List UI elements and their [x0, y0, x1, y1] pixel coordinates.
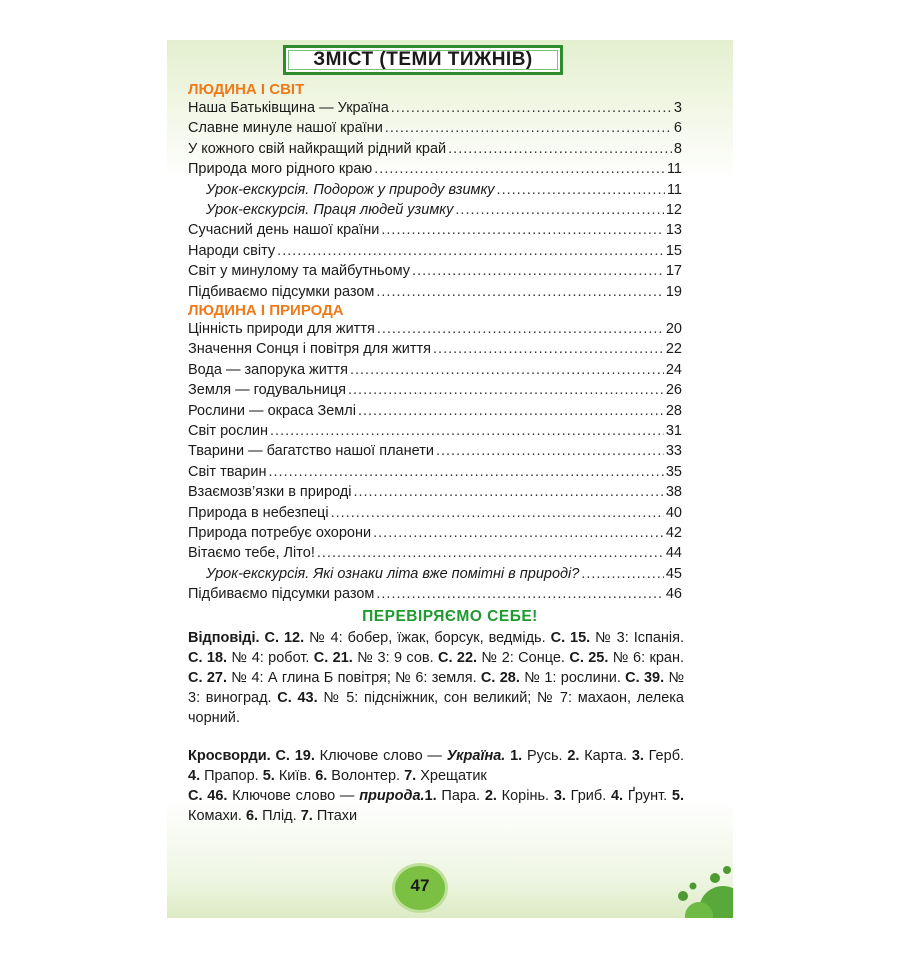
text-run: Волонтер.	[327, 768, 405, 784]
text-run: 2.	[567, 748, 580, 764]
toc-entry	[188, 566, 682, 586]
toc-entry-title: Світ тварин	[188, 463, 267, 480]
toc-entry-title: Рослини — окраса Землі	[188, 402, 356, 419]
toc-leader-dots	[436, 443, 664, 459]
toc-entry-page: 13	[665, 222, 682, 239]
toc-entry-page: 31	[665, 422, 682, 439]
toc-list-1	[188, 100, 682, 304]
text-run: С. 25.	[569, 650, 609, 666]
toc-entry	[188, 505, 682, 525]
toc-entry-title: Вітаємо тебе, Літо!	[188, 545, 315, 562]
toc-entry-page: 17	[665, 263, 682, 280]
toc-entry-title: Урок-екскурсія. Які ознаки літа вже помітні в природі?	[206, 565, 580, 582]
toc-list-2	[188, 321, 682, 606]
text-run: С. 22.	[438, 650, 478, 666]
toc-entry	[188, 141, 682, 161]
toc-entry-page: 46	[665, 586, 682, 603]
toc-leader-dots	[377, 321, 664, 337]
toc-entry	[188, 423, 682, 443]
text-run: 6.	[315, 768, 328, 784]
toc-leader-dots	[381, 222, 663, 238]
toc-entry	[188, 243, 682, 263]
text-run: С. 12.	[264, 630, 305, 646]
toc-entry	[188, 443, 682, 463]
toc-entry-title: Урок-екскурсія. Подорож у природу взимку	[206, 181, 495, 198]
text-run: С. 43.	[277, 690, 318, 706]
toc-leader-dots	[455, 202, 663, 218]
toc-leader-dots	[497, 182, 665, 198]
text-run: 6.	[245, 808, 259, 824]
toc-leader-dots	[350, 362, 664, 378]
toc-entry-page: 28	[665, 402, 682, 419]
toc-entry	[188, 382, 682, 402]
toc-leader-dots	[358, 403, 664, 419]
text-run: № 5: підсніжник, сон великий; № 7: махаон, лелека чорний.	[188, 690, 684, 726]
toc-entry	[188, 484, 682, 504]
toc-entry-page: 11	[666, 161, 682, 178]
page-number: 47	[410, 876, 430, 895]
text-run: Київ.	[274, 768, 316, 784]
page-number-badge	[395, 866, 445, 910]
toc-entry-title: Урок-екскурсія. Праця людей узимку	[206, 201, 454, 218]
plant-decoration-icon	[663, 848, 733, 918]
text-run: природа.	[359, 788, 425, 804]
toc-entry-page: 8	[673, 140, 682, 157]
text-run: С. 27.	[188, 670, 227, 686]
text-run: № 1: рослини.	[519, 670, 626, 686]
toc-entry-page: 19	[665, 283, 682, 300]
toc-entry-page: 12	[665, 201, 682, 218]
toc-entry	[188, 464, 682, 484]
text-run: Русь.	[522, 748, 568, 764]
toc-entry-title: Природа в небезпеці	[188, 504, 329, 521]
text-run: № 3: виноград.	[188, 670, 685, 706]
toc-entry-page: 42	[665, 524, 682, 541]
text-run: № 4: робот.	[227, 650, 314, 666]
toc-leader-dots	[373, 525, 664, 541]
text-run: С. 21.	[313, 650, 353, 666]
toc-leader-dots	[391, 100, 672, 116]
toc-entry-title: Славне минуле нашої країни	[188, 120, 383, 137]
toc-entry	[188, 182, 682, 202]
text-run: Україна.	[446, 748, 506, 764]
toc-entry	[188, 100, 682, 120]
text-run: 1.	[510, 748, 523, 764]
text-run: № 4: бобер, їжак, борсук, ведмідь.	[304, 630, 551, 646]
toc-entry-page: 24	[665, 361, 682, 378]
toc-leader-dots	[348, 382, 664, 398]
toc-entry-title: Підбиваємо підсумки разом	[188, 283, 375, 300]
toc-entry-title: Світ у минулому та майбутньому	[188, 263, 411, 280]
toc-entry-page: 26	[665, 382, 682, 399]
toc-entry	[188, 403, 682, 423]
answers-paragraph	[188, 628, 684, 728]
toc-leader-dots	[331, 505, 664, 521]
toc-leader-dots	[270, 423, 664, 439]
toc-entry	[188, 284, 682, 304]
crossword-2	[188, 786, 684, 826]
toc-leader-dots	[433, 341, 664, 357]
text-run: С. 39.	[625, 670, 665, 686]
text-run: Ключове слово —	[227, 788, 360, 804]
toc-entry-title: Сучасний день нашої країни	[188, 222, 380, 239]
toc-entry	[188, 321, 682, 341]
toc-entry	[188, 161, 682, 181]
text-run: С. 46.	[188, 788, 228, 804]
text-run: С. 18.	[188, 650, 228, 666]
toc-entry-page: 6	[673, 120, 682, 137]
toc-entry-page: 20	[665, 321, 682, 337]
text-run: № 3: Іспанія.	[590, 630, 685, 646]
text-run: 4.	[610, 788, 624, 804]
toc-entry-title: Значення Сонця і повітря для життя	[188, 341, 432, 358]
toc-entry-title: Народи світу	[188, 242, 276, 259]
crossword-label: Кросворди.	[188, 748, 271, 764]
text-run: 7.	[404, 768, 417, 784]
text-run: С. 15.	[550, 630, 591, 646]
page-title: ЗМІСТ (ТЕМИ ТИЖНІВ)	[283, 45, 563, 75]
text-run: Плід.	[258, 808, 301, 824]
text-run: 3.	[553, 788, 566, 804]
text-run: № 6: кран.	[608, 650, 685, 666]
text-run: С. 19.	[275, 748, 315, 764]
toc-entry-page: 44	[665, 545, 682, 562]
text-run: 5.	[262, 768, 275, 784]
toc-entry-page: 33	[665, 443, 682, 460]
toc-entry-page: 3	[673, 100, 682, 116]
toc-entry-page: 38	[665, 484, 682, 501]
text-run: Птахи	[312, 808, 358, 824]
text-run: 1.	[424, 788, 437, 804]
toc-leader-dots	[376, 586, 663, 602]
toc-entry-title: У кожного свій найкращий рідний край	[188, 140, 447, 157]
text-run: Ґрунт.	[623, 788, 672, 804]
toc-leader-dots	[374, 161, 665, 177]
toc-leader-dots	[353, 484, 663, 500]
crossword-1	[188, 746, 684, 786]
toc-entry	[188, 341, 682, 361]
text-run: № 3: 9 сов.	[352, 650, 438, 666]
text-run: № 4: А глина Б повітря; № 6: земля.	[226, 670, 481, 686]
toc-leader-dots	[581, 566, 664, 582]
book-page	[167, 40, 733, 918]
text-run: Карта.	[579, 748, 632, 764]
check-yourself-heading: ПЕРЕВІРЯЄМО СЕБЕ!	[362, 608, 538, 625]
toc-entry	[188, 545, 682, 565]
text-run: № 2: Сонце.	[477, 650, 570, 666]
text-run: 2.	[484, 788, 497, 804]
toc-leader-dots	[317, 545, 664, 561]
text-run: 5.	[671, 788, 685, 804]
section-heading-2: ЛЮДИНА І ПРИРОДА	[188, 302, 344, 319]
text-run: Корінь.	[496, 788, 554, 804]
text-run: Ключове слово —	[314, 748, 447, 764]
toc-leader-dots	[376, 284, 663, 300]
toc-entry-title: Взаємозв’язки в природі	[188, 484, 352, 501]
answers-label: Відповіді.	[188, 630, 260, 646]
text-run: 7.	[300, 808, 313, 824]
text-run: Прапор.	[200, 768, 263, 784]
toc-entry-title: Природа мого рідного краю	[188, 161, 373, 178]
toc-entry-title: Світ рослин	[188, 422, 269, 439]
toc-entry	[188, 222, 682, 242]
toc-entry-title: Земля — годувальниця	[188, 382, 346, 399]
text-run: Комахи.	[188, 808, 246, 824]
toc-entry-page: 35	[665, 463, 682, 480]
toc-leader-dots	[385, 120, 672, 136]
toc-entry	[188, 263, 682, 283]
toc-entry-page: 40	[665, 504, 682, 521]
text-run: 3.	[631, 748, 644, 764]
toc-entry-page: 15	[665, 242, 682, 259]
toc-entry	[188, 525, 682, 545]
text-run: 4.	[188, 768, 201, 784]
crosswords-paragraph	[188, 746, 684, 826]
toc-entry-page: 22	[665, 341, 682, 358]
text-run: Хрещатик	[416, 768, 487, 784]
toc-entry	[188, 120, 682, 140]
toc-entry	[188, 202, 682, 222]
toc-entry-title: Природа потребує охорони	[188, 524, 372, 541]
toc-entry-title: Вода — запорука життя	[188, 361, 348, 378]
toc-entry-title: Цінність природи для життя	[188, 321, 375, 337]
text-run: Пара.	[436, 788, 485, 804]
toc-entry-title: Наша Батьківщина — Україна	[188, 100, 389, 116]
toc-leader-dots	[277, 243, 664, 259]
toc-entry-title: Тварини — багатство нашої планети	[188, 443, 434, 460]
toc-entry	[188, 362, 682, 382]
toc-entry-page: 11	[666, 181, 682, 198]
text-run: Герб.	[643, 748, 685, 764]
section-heading-1: ЛЮДИНА І СВІТ	[188, 81, 305, 98]
toc-entry	[188, 586, 682, 606]
toc-leader-dots	[448, 141, 672, 157]
toc-entry-page: 45	[665, 565, 682, 582]
toc-leader-dots	[268, 464, 663, 480]
text-run: Гриб.	[565, 788, 611, 804]
toc-leader-dots	[412, 263, 664, 279]
text-run: С. 28.	[480, 670, 520, 686]
toc-entry-title: Підбиваємо підсумки разом	[188, 586, 375, 603]
